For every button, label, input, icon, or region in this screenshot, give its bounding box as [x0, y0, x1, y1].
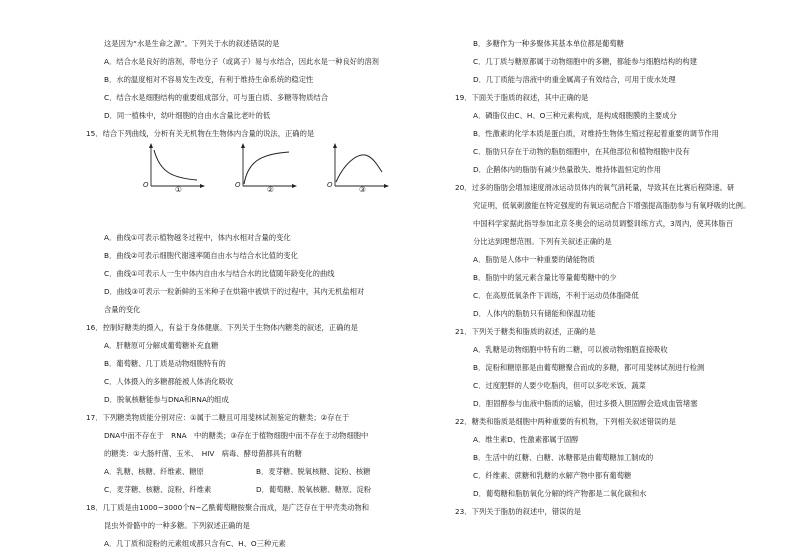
q17-option-b: B．麦芽糖、脱氧核糖、淀粉、核糖 [256, 467, 371, 476]
q20-option-a: A．脂肪是人体中一种重要的储能物质 [473, 255, 595, 264]
q20-option-b: B．脂肪中的氢元素含量比等量葡萄糖中的少 [473, 273, 617, 282]
q15-option-a: A．曲线①可表示植物越冬过程中，体内水相对含量的变化 [104, 233, 291, 242]
q20-stem-4: 分比达到理想范围。下列有关叙述正确的是 [473, 237, 612, 246]
q14-option-b: B．水的温度相对不容易发生改变，有利于维持生命系统的稳定性 [104, 75, 314, 84]
q17-stem-3: 的糖类：①大肠杆菌、玉米、 HIV 病毒、酵母菌都具有的糖 [104, 449, 302, 458]
q18-option-a: A．几丁质和淀粉的元素组成都只含有C、H、O三种元素 [104, 539, 286, 548]
q21-option-a: A．乳糖是动物细胞中特有的二糖，可以被动物细胞直接吸收 [473, 345, 668, 354]
q22-stem: 22．糖类和脂质是细胞中两种重要的有机物，下列相关叙述错误的是 [455, 417, 676, 426]
q14-option-a: A．结合水是良好的溶剂，带电分子（或离子）易与水结合，因此水是一种良好的溶剂 [104, 57, 379, 66]
q21-stem: 21．下列关于糖类和脂质的叙述，正确的是 [455, 327, 596, 336]
q22-option-c: C．纤维素、蔗糖和乳糖的水解产物中都有葡萄糖 [473, 471, 632, 480]
q21-option-d: D．胆固醇参与血液中脂质的运输，但过多摄入胆固醇会造成血管堵塞 [473, 399, 698, 408]
q22-option-a: A．维生素D、性激素都属于固醇 [473, 435, 579, 444]
q21-option-c: C．过度肥胖的人要少吃脂肉，但可以多吃米饭、蔬菜 [473, 381, 646, 390]
q17-option-a: A．乳糖、核糖、纤维素、糖原 [104, 467, 204, 476]
q19-option-b: B．性激素的化学本质是蛋白质，对维持生物体生殖过程起着重要的调节作用 [473, 129, 719, 138]
q20-option-d: D．人体内的脂肪只有储能和保温功能 [473, 309, 596, 318]
q19-option-a: A．磷脂仅由C、H、O三种元素构成，是构成细胞膜的主要成分 [473, 111, 677, 120]
q20-option-c: C．在高原低氧条件下训练，不利于运动员体脂降低 [473, 291, 639, 300]
q15-graphs [142, 142, 422, 200]
q14-option-d: D．同一植株中，幼叶细胞的自由水含量比老叶的低 [104, 111, 271, 120]
graph-1-plot [142, 142, 206, 200]
q19-stem: 19．下面关于脂质的叙述，其中正确的是 [455, 93, 589, 102]
q14-option-c: C．结合水是细胞结构的重要组成部分，可与蛋白质、多糖等物质结合 [104, 93, 328, 102]
q16-option-b: B．葡萄糖、几丁质是动物细胞特有的 [104, 359, 226, 368]
q18-stem: 18．几丁质是由1000−3000个N−乙酰葡萄糖胺聚合而成，是广泛存在于甲壳类动物和 [86, 503, 370, 512]
q19-option-d: D．企鹅体内的脂肪有减少热量散失、维持体温恒定的作用 [473, 165, 662, 174]
q16-option-c: C．人体摄入的多糖都能被人体消化吸收 [104, 377, 234, 386]
q23-stem: 23．下列关于脂肪的叙述中，错误的是 [455, 507, 582, 516]
graph-3-plot [326, 142, 390, 200]
q22-option-b: B．生活中的红糖、白糖、冰糖都是由葡萄糖加工制成的 [473, 453, 654, 462]
q18-option-b: B．多糖作为一种多聚体其基本单位都是葡萄糖 [473, 39, 624, 48]
q15-option-c: C．曲线①可表示人一生中体内自由水与结合水的比值随年龄变化的曲线 [104, 269, 335, 278]
q15-option-d: D．曲线③可表示一粒新鲜的玉米种子在烘箱中被烘干的过程中，其内无机盐相对 [104, 287, 365, 296]
q15-option-b: B．曲线②可表示细胞代谢速率随自由水与结合水比值的变化 [104, 251, 298, 260]
q20-stem-2: 究证明，低氧刺激能在特定强度的有氧运动配合下增强提高脂肪参与有氧呼吸的比例。 [473, 201, 751, 210]
graph-1-origin: O [143, 181, 149, 189]
q16-stem: 16．控制好糖类的摄入，有益于身体健康。下列关于生物体内糖类的叙述，正确的是 [86, 323, 358, 332]
q17-option-d: D．葡萄糖、脱氧核糖、糖原、淀粉 [256, 485, 372, 494]
q16-option-a: A．肝糖原可分解成葡萄糖补充血糖 [104, 341, 219, 350]
graph-3-label: ③ [359, 185, 366, 194]
graph-3 [326, 142, 390, 200]
q15-option-d-cont: 含量的变化 [104, 305, 141, 314]
graph-2-label: ② [267, 185, 274, 194]
q20-stem: 20．过多的脂肪会增加速度滑冰运动员体内的氧气消耗量，导致其在比赛后程降速。研 [455, 183, 735, 192]
q15-stem: 15．结合下列曲线，分析有关无机物在生物体内含量的说法，正确的是 [86, 129, 315, 138]
q18-stem-2: 昆虫外骨骼中的一种多糖。下列叙述正确的是 [104, 521, 250, 530]
q17-stem: 17．下列糖类物质能分别对应：①属于二糖且可用斐林试剂鉴定的糖类；②存在于 [86, 413, 350, 422]
graph-1 [142, 142, 206, 200]
graph-3-origin: O [327, 181, 333, 189]
q19-option-c: C．脂肪只存在于动物的脂肪细胞中，在其他部位和植物细胞中没有 [473, 147, 690, 156]
q16-option-d: D．脱氧核糖能参与DNA和RNA的组成 [104, 395, 229, 404]
graph-2-plot [234, 142, 298, 200]
q22-option-d: D．葡萄糖和脂肪氧化分解的终产物都是二氧化碳和水 [473, 489, 647, 498]
q21-option-b: B．淀粉和糖原都是由葡萄糖聚合而成的多糖，都可用斐林试剂进行检测 [473, 363, 705, 372]
q17-stem-2: DNA中而不存在于 RNA 中的糖类；③存在于植物细胞中而不存在于动物细胞中 [104, 431, 369, 440]
q17-option-c: C．麦芽糖、核糖、淀粉、纤维素 [104, 485, 212, 494]
graph-1-label: ① [175, 185, 182, 194]
q14-stem-end: 这是因为“水是生命之源”。下列关于水的叙述错误的是 [104, 39, 280, 48]
q18-option-c: C．几丁质与糖原都属于动物细胞中的多糖，都能参与细胞结构的构建 [473, 57, 697, 66]
graph-2-origin: O [235, 181, 241, 189]
q18-option-d: D．几丁质能与溶液中的重金属离子有效结合，可用于废水处理 [473, 75, 676, 84]
q20-stem-3: 中国科学家据此指导参加北京冬奥会的运动员调整训练方式，3周内，使其体脂百 [473, 219, 734, 228]
graph-2 [234, 142, 298, 200]
